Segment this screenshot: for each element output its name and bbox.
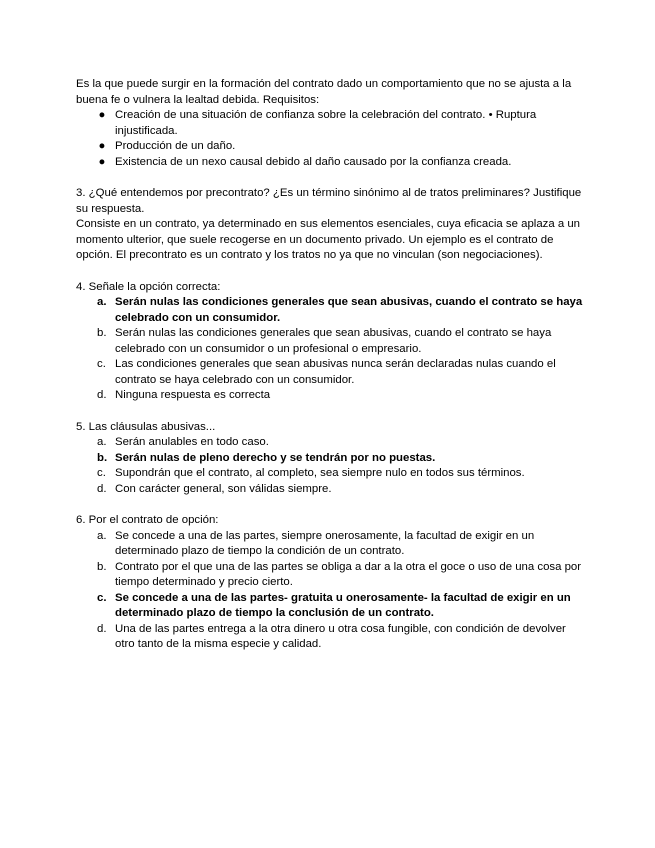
option-a-correct: a. Serán nulas las condiciones generales que sean abusivas, cuando el contrato se haya celebrado con un consumidor. — [97, 296, 583, 324]
list-item: ● Creación de una situación de confianza sobre la celebración del contrato. • Ruptura injustificada. — [98, 109, 537, 137]
question-3: 3. ¿Qué entendemos por precontrato? ¿Es un término sinónimo al de tratos preliminares? Justifique su respuesta. — [76, 187, 582, 215]
question-5-options — [76, 435, 588, 497]
option-c: c. Las condiciones generales que sean abusivas nunca serán declaradas nulas cuando el contrato se haya celebrado con un consumidor. — [97, 358, 556, 386]
document-body — [76, 77, 588, 653]
answer-3: Consiste en un contrato, ya determinado en sus elementos esenciales, cuya eficacia se aplaza a un momento ulterior, que suele recogerse en un documento privado. Un ejemplo es el contrato de opción. El precontrato es un contrato y los tratos no ya que no vinculan (son negociaciones). — [76, 218, 581, 261]
option-c: c. Supondrán que el contrato, al completo, sea siempre nulo en todos sus términos. — [97, 467, 525, 479]
spacer — [76, 497, 588, 513]
option-d: d. Una de las partes entrega a la otra dinero u otra cosa fungible, con condición de devolver otro tanto de la misma especie y calidad. — [97, 622, 566, 650]
question-5: 5. Las cláusulas abusivas... — [76, 420, 216, 433]
list-item: ● Producción de un daño. — [76, 139, 588, 155]
requirements-list — [76, 108, 588, 170]
option-d: d. Con carácter general, son válidas siempre. — [97, 482, 332, 495]
bullet-icon: ● — [98, 155, 106, 168]
question-6-options — [76, 529, 588, 653]
spacer — [76, 264, 588, 280]
question-6: 6. Por el contrato de opción: — [76, 514, 219, 526]
list-item: ● Existencia de un nexo causal debido al daño causado por la confianza creada. — [76, 155, 588, 171]
option-a: a. Se concede a una de las partes, siempre onerosamente, la facultad de exigir en un determinado plazo de tiempo la condición de un contrato. — [97, 529, 535, 557]
question-4-options — [76, 295, 588, 404]
option-b-correct: b. Serán nulas de pleno derecho y se tendrán por no puestas. — [97, 451, 436, 464]
spacer — [76, 404, 588, 420]
spacer — [76, 170, 588, 186]
option-b: b. Serán nulas las condiciones generales que sean abusivas, cuando el contrato se haya celebrado con un consumidor o un profesional o empresario. — [97, 327, 552, 355]
option-a: a. Serán anulables en todo caso. — [97, 436, 269, 448]
option-b: b. Contrato por el que una de las partes se obliga a dar a la otra el goce o uso de una cosa por tiempo determinado y precio cierto. — [97, 560, 582, 588]
question-4: 4. Señale la opción correcta: — [76, 280, 221, 293]
intro-paragraph: Es la que puede surgir en la formación del contrato dado un comportamiento que no se ajusta a la buena fe o vulnera la lealtad debida. Requisitos: — [76, 78, 572, 106]
bullet-icon: ● — [98, 109, 106, 121]
bullet-icon: ● — [98, 140, 106, 152]
option-d: d. Ninguna respuesta es correcta — [97, 389, 271, 401]
option-c-correct: c. Se concede a una de las partes- gratuita u onerosamente- la facultad de exigir en un determinado plazo de tiempo la conclusión de un contrato. — [97, 591, 571, 619]
